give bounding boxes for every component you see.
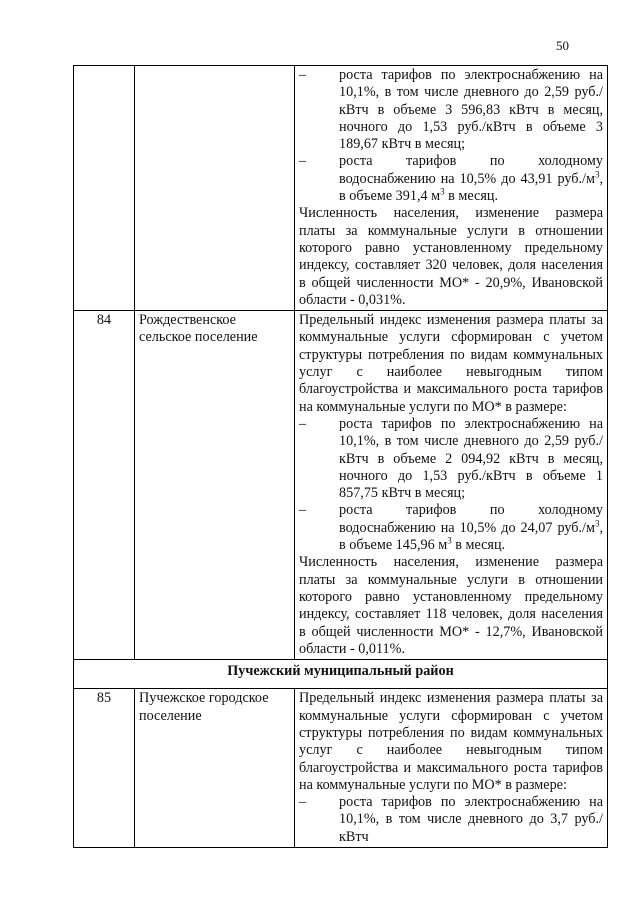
page-number: 50	[556, 38, 569, 53]
dash-marker: –	[299, 153, 307, 170]
table-row	[74, 66, 608, 311]
water-item	[299, 153, 603, 205]
dash-marker: –	[299, 502, 307, 519]
description-cell	[295, 689, 608, 848]
water-text: , в объеме 391,4 м	[339, 170, 603, 205]
row-number-cell: 84	[74, 311, 135, 660]
electric-item	[299, 416, 603, 502]
description-cell	[295, 311, 608, 660]
settlement-name-cell	[135, 66, 295, 311]
population-text: Численность населения, изменение размера платы за коммунальные услуги в отношении которого равно установленному предельному индексу, составляет 320 человек, доля населения в общей численности МО* - 20,9%, Ивановской области - 0,031%.	[299, 205, 603, 308]
water-text: роста тарифов по холодному водоснабжению на 10,5% до 24,07 руб./м	[339, 502, 603, 536]
section-header-row	[74, 660, 608, 689]
intro-text: Предельный индекс изменения размера платы за коммунальные услуги сформирован с учетом структуры потребления по видам коммунальных услуг с наиболее невыгодным типом благоустройства и максимального роста тарифов на коммунальные услуги по МО* в размере:	[299, 690, 603, 793]
superscript: 3	[440, 186, 445, 197]
superscript: 3	[594, 517, 600, 528]
settlement-name-cell: Пучежское городское поселение	[135, 689, 295, 848]
superscript: 3	[594, 169, 600, 180]
electric-text: роста тарифов по электроснабжению на 10,1%, в том числе дневного до 3,7 руб./кВтч	[339, 794, 603, 845]
dash-marker: –	[299, 67, 307, 83]
superscript: 3	[447, 535, 452, 546]
table-row	[74, 689, 608, 848]
dash-marker: –	[299, 794, 307, 811]
water-text: , в объеме 145,96 м	[339, 519, 603, 554]
tariff-table	[73, 65, 608, 848]
table-row	[74, 311, 608, 660]
description-cell	[295, 66, 608, 311]
dash-marker: –	[299, 415, 307, 432]
settlement-name-cell: Рождественское сельское поселение	[135, 311, 295, 660]
row-number-cell	[74, 66, 135, 311]
electric-item	[299, 67, 603, 153]
electric-text: роста тарифов по электроснабжению на 10,1%, в том числе дневного до 2,59 руб./кВтч в объеме 3 596,83 кВтч в месяц, ночного до 1,53 руб./кВтч в объеме 3 189,67 кВтч в месяц;	[339, 67, 603, 153]
row-number-cell: 85	[74, 689, 135, 848]
water-text: в месяц.	[451, 537, 506, 554]
water-text: в месяц.	[444, 188, 498, 205]
electric-text: роста тарифов по электроснабжению на 10,1%, в том числе дневного до 2,59 руб./кВтч в объеме 2 094,92 кВтч в месяц, ночного до 1,53 руб./кВтч в объеме 1 857,75 кВтч в месяц;	[339, 415, 603, 502]
section-title: Пучежский муниципальный район	[74, 660, 608, 689]
intro-text: Предельный индекс изменения размера платы за коммунальные услуги сформирован с учетом структуры потребления по видам коммунальных услуг с наиболее невыгодным типом благоустройства и максимального роста тарифов на коммунальные услуги по МО* в размере:	[299, 312, 603, 415]
water-text: роста тарифов по холодному водоснабжению на 10,5% до 43,91 руб./м	[339, 153, 603, 187]
electric-item	[299, 794, 603, 846]
population-text: Численность населения, изменение размера платы за коммунальные услуги в отношении которого равно установленному предельному индексу, составляет 118 человек, доля населения в общей численности МО* - 12,7%, Ивановской области - 0,011%.	[299, 554, 603, 657]
water-item	[299, 502, 603, 554]
